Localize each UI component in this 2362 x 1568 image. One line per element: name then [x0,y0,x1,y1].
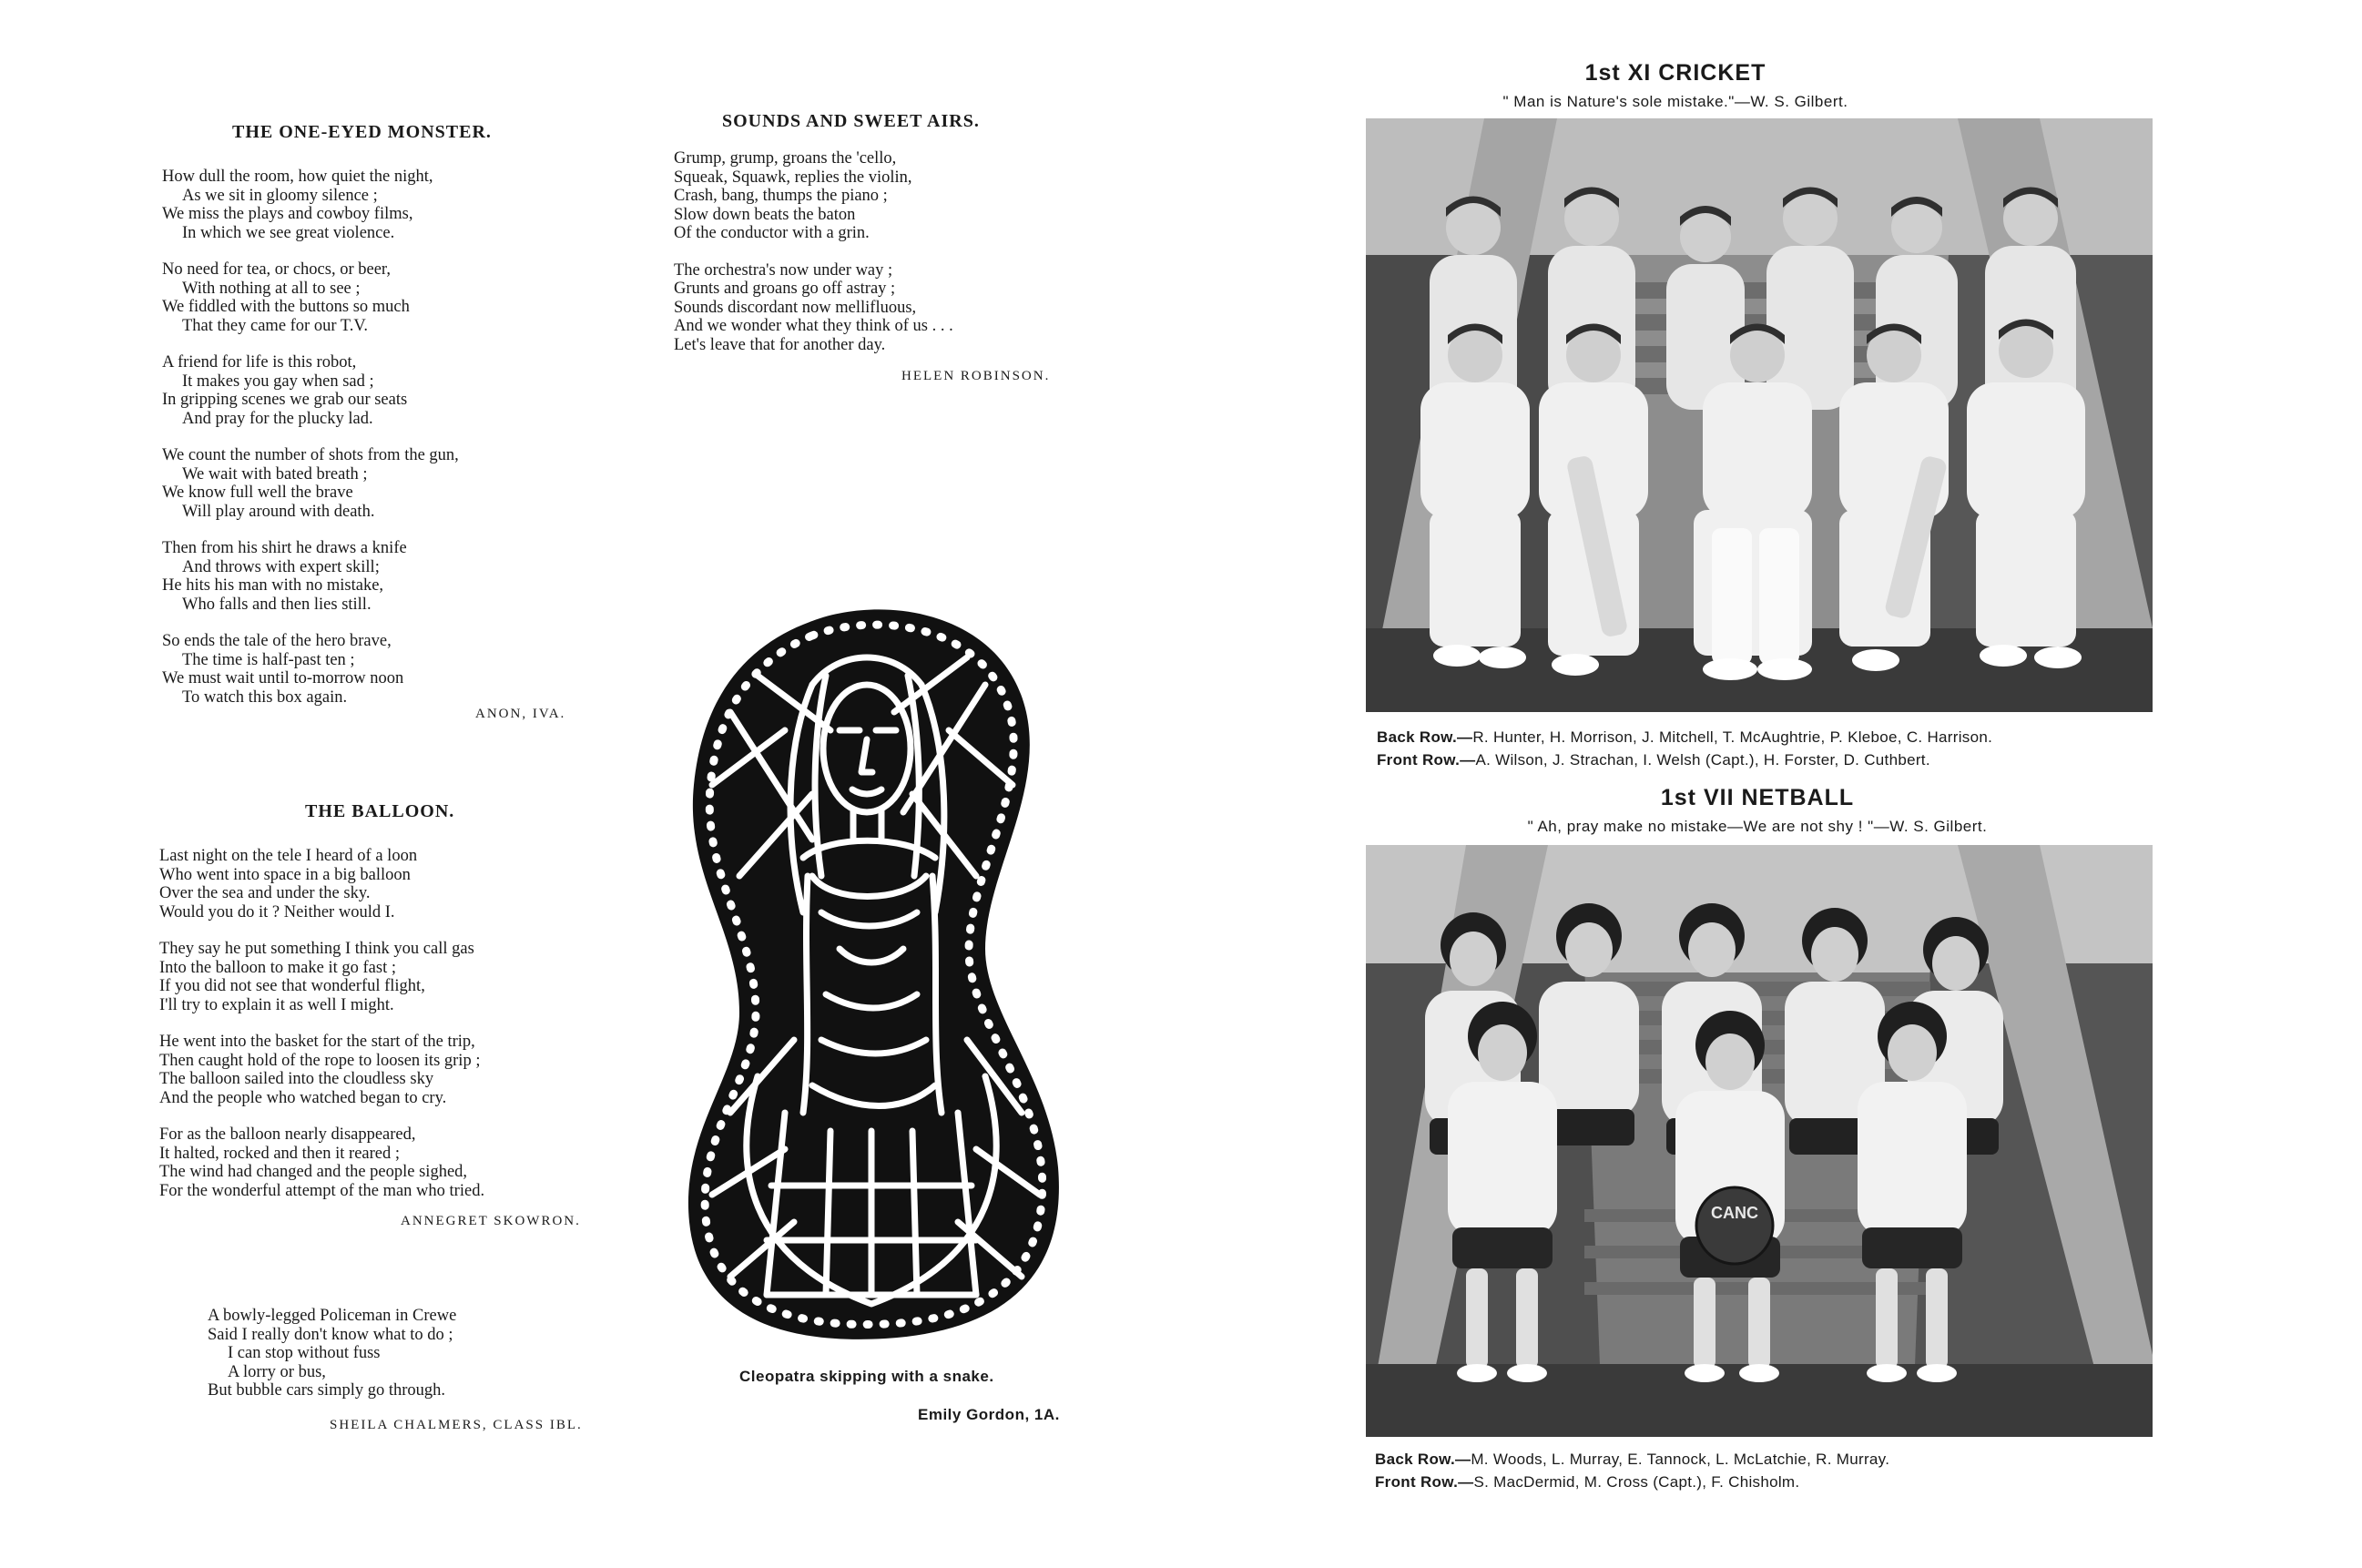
stanza [159,847,484,921]
poem-line: For the wonderful attempt of the man who tried. [159,1181,485,1200]
poem-line: Then from his shirt he draws a knife [162,539,407,557]
poem-line: The time is half-past ten ; [182,650,355,669]
poem-line: In which we see great violence. [182,223,395,242]
stanza [159,1125,484,1200]
netball-front-row-label: Front Row.— [1375,1473,1474,1491]
poem-line: They say he put something I think you call gas [159,940,474,958]
poem-title-sounds-sweet-airs: SOUNDS AND SWEET AIRS. [722,111,980,131]
poem-line: To watch this box again. [182,687,348,707]
stanza [159,940,484,1014]
poem-line: I'll try to explain it as well I might. [159,995,394,1014]
poem-line: It halted, rocked and then it reared ; [159,1144,401,1163]
stanza [162,168,459,242]
netball-ball-label: CANC [1711,1204,1758,1222]
poem-sounds-sweet-airs [674,149,953,354]
poem-line: For as the balloon nearly disappeared, [159,1125,416,1144]
poem-line: And we wonder what they think of us . . . [674,317,953,335]
poem-line: The balloon sailed into the cloudless sky [159,1070,434,1088]
stanza [159,1033,484,1107]
poem-line: Let's leave that for another day. [674,335,886,354]
netball-quote: " Ah, pray make no mistake—We are not shy ! "—W. S. Gilbert. [1527,818,1988,835]
cricket-team-photo [1366,118,2153,712]
cricket-title: 1st XI CRICKET [1584,60,1766,86]
poem-line: Of the conductor with a grin. [674,224,870,242]
poem-line: And the people who watched began to cry. [159,1088,447,1107]
cricket-back-row-names: R. Hunter, H. Morrison, J. Mitchell, T. McAughtrie, P. Kleboe, C. Harrison. [1472,728,1993,746]
netball-front-row [1375,1471,1799,1493]
poem-limerick [208,1307,456,1400]
stanza [162,353,459,428]
poem-line: Squeak, Squawk, replies the violin, [674,168,912,187]
netball-back-row-label: Back Row.— [1375,1451,1471,1468]
poem-line: The orchestra's now under way ; [674,260,893,280]
poem-line: A bowly-legged Policeman in Crewe [208,1307,457,1325]
poem-balloon [159,847,484,1200]
poem-line: Slow down beats the baton [674,205,856,224]
author-balloon: ANNEGRET SKOWRON. [401,1214,581,1228]
cricket-front-row [1377,748,1930,771]
poem-line: Crash, bang, thumps the piano ; [674,187,888,205]
poem-line: Who falls and then lies still. [182,595,372,614]
poem-line: I can stop without fuss [228,1344,381,1362]
poem-line: Last night on the tele I heard of a loon [159,847,418,865]
poem-line: Over the sea and under the sky. [159,884,371,902]
poem-line: It makes you gay when sad ; [182,372,374,391]
poem-line: And pray for the plucky lad. [182,409,373,428]
poem-title-one-eyed-monster: THE ONE-EYED MONSTER. [232,122,492,142]
poem-line: Sounds discordant now mellifluous, [674,298,917,317]
poem-line: In gripping scenes we grab our seats [162,391,408,409]
cricket-front-row-names: A. Wilson, J. Strachan, I. Welsh (Capt.), H. Forster, D. Cuthbert. [1475,751,1930,769]
poem-line: Would you do it ? Neither would I. [159,902,395,921]
poem-line: We must wait until to-morrow noon [162,669,404,687]
stanza [162,632,459,707]
poem-line: And throws with expert skill; [182,557,380,576]
netball-title: 1st VII NETBALL [1660,785,1855,810]
cleopatra-linocut-illustration [676,603,1076,1348]
poem-line: If you did not see that wonderful flight, [159,977,425,995]
cricket-quote: " Man is Nature's sole mistake."—W. S. Gilbert. [1502,93,1848,110]
author-one-eyed-monster: ANON, IVA. [475,707,566,721]
stanza [162,539,459,614]
poem-line: He went into the basket for the start of the trip, [159,1033,475,1051]
netball-front-row-names: S. MacDermid, M. Cross (Capt.), F. Chisholm. [1473,1473,1800,1491]
poem-title-balloon: THE BALLOON. [305,801,455,821]
poem-line: We fiddled with the buttons so much [162,298,410,316]
poem-line: But bubble cars simply go through. [208,1381,446,1400]
poem-line: We count the number of shots from the gun, [162,446,459,464]
author-sounds-sweet-airs: HELEN ROBINSON. [901,369,1051,383]
cricket-back-row [1377,726,1992,748]
poem-line: We wait with bated breath ; [182,464,368,484]
poem-line: Said I really don't know what to do ; [208,1325,453,1344]
poem-line: Who went into space in a big balloon [159,865,411,884]
poem-line: The wind had changed and the people sighed, [159,1163,468,1181]
stanza [674,149,953,243]
cricket-back-row-label: Back Row.— [1377,728,1473,746]
poem-line: Will play around with death. [182,502,375,521]
poem-line: We miss the plays and cowboy films, [162,205,413,223]
poem-line: How dull the room, how quiet the night, [162,168,433,186]
netball-back-row [1375,1448,1889,1471]
poem-line: Then caught hold of the rope to loosen its grip ; [159,1051,481,1070]
illustration-caption: Cleopatra skipping with a snake. [739,1368,994,1385]
poem-line: Grunts and groans go off astray ; [674,280,896,298]
poem-line: So ends the tale of the hero brave, [162,632,392,650]
poem-line: He hits his man with no mistake, [162,576,384,595]
netball-team-photo [1366,845,2153,1437]
poem-line: Into the balloon to make it go fast ; [159,958,396,977]
stanza [162,260,459,335]
illustration-author: Emily Gordon, 1A. [918,1406,1060,1423]
stanza [674,261,953,355]
netball-back-row-names: M. Woods, L. Murray, E. Tannock, L. McLatchie, R. Murray. [1471,1451,1890,1468]
poem-line: No need for tea, or chocs, or beer, [162,260,391,279]
poem-line: Grump, grump, groans the 'cello, [674,149,897,168]
stanza [162,446,459,521]
poem-line: A lorry or bus, [228,1362,326,1381]
poem-line: With nothing at all to see ; [182,279,361,298]
poem-line: A friend for life is this robot, [162,353,357,372]
poem-line: As we sit in gloomy silence ; [182,186,378,205]
poem-line: We know full well the brave [162,484,353,502]
poem-one-eyed-monster [162,168,459,707]
poem-line: That they came for our T.V. [182,316,368,335]
author-limerick: SHEILA CHALMERS, CLASS IBL. [330,1418,583,1432]
cricket-front-row-label: Front Row.— [1377,751,1476,769]
